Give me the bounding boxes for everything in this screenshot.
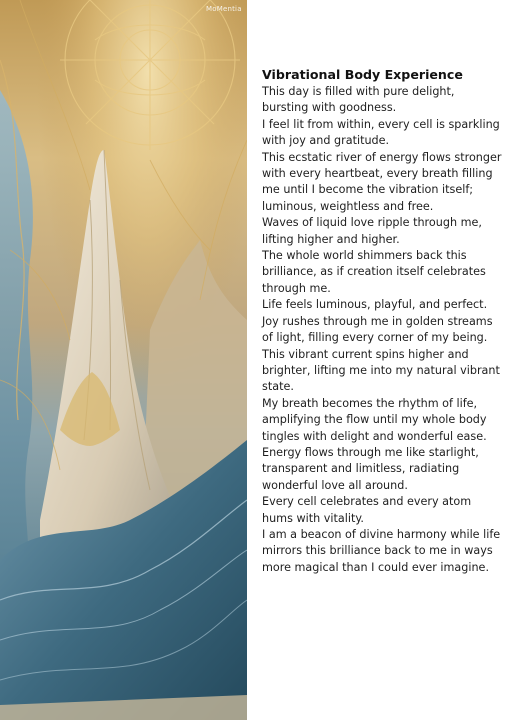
paragraph: This ecstatic river of energy flows stronger with every heartbeat, every breath filling me until I become the vibration itself; luminous, weightless and free. [262,150,502,213]
stained-glass-illustration [0,0,247,720]
paragraph: I feel lit from within, every cell is sparkling with joy and gratitude. [262,117,500,148]
artwork-watermark: MoMentia [206,5,242,13]
paragraph: Life feels luminous, playful, and perfect. [262,298,488,312]
paragraph: Energy flows through me like starlight, transparent and limitless, radiating wonderful love all around. [262,445,479,492]
paragraph: This vibrant current spins higher and brighter, lifting me into my natural vibrant state. [262,347,500,394]
paragraph: Waves of liquid love ripple through me, lifting higher and higher. [262,216,482,246]
paragraph: I am a beacon of divine harmony while life mirrors this brilliance back to me in ways more magical than I could ever imagine. [262,527,501,574]
paragraph: Joy rushes through me in golden streams of light, filling every corner of my being. [262,314,493,345]
paragraph: The whole world shimmers back this brilliance, as if creation itself celebrates through me. [262,249,486,295]
artwork-panel [0,0,247,720]
paragraph: Every cell celebrates and every atom hums with vitality. [262,495,472,525]
text-column [262,66,502,576]
paragraph: My breath becomes the rhythm of life, amplifying the flow until my whole body tingles with delight and wonderful ease. [262,396,487,443]
page-title: Vibrational Body Experience [262,67,463,82]
paragraph: This day is filled with pure delight, bursting with goodness. [262,85,455,115]
